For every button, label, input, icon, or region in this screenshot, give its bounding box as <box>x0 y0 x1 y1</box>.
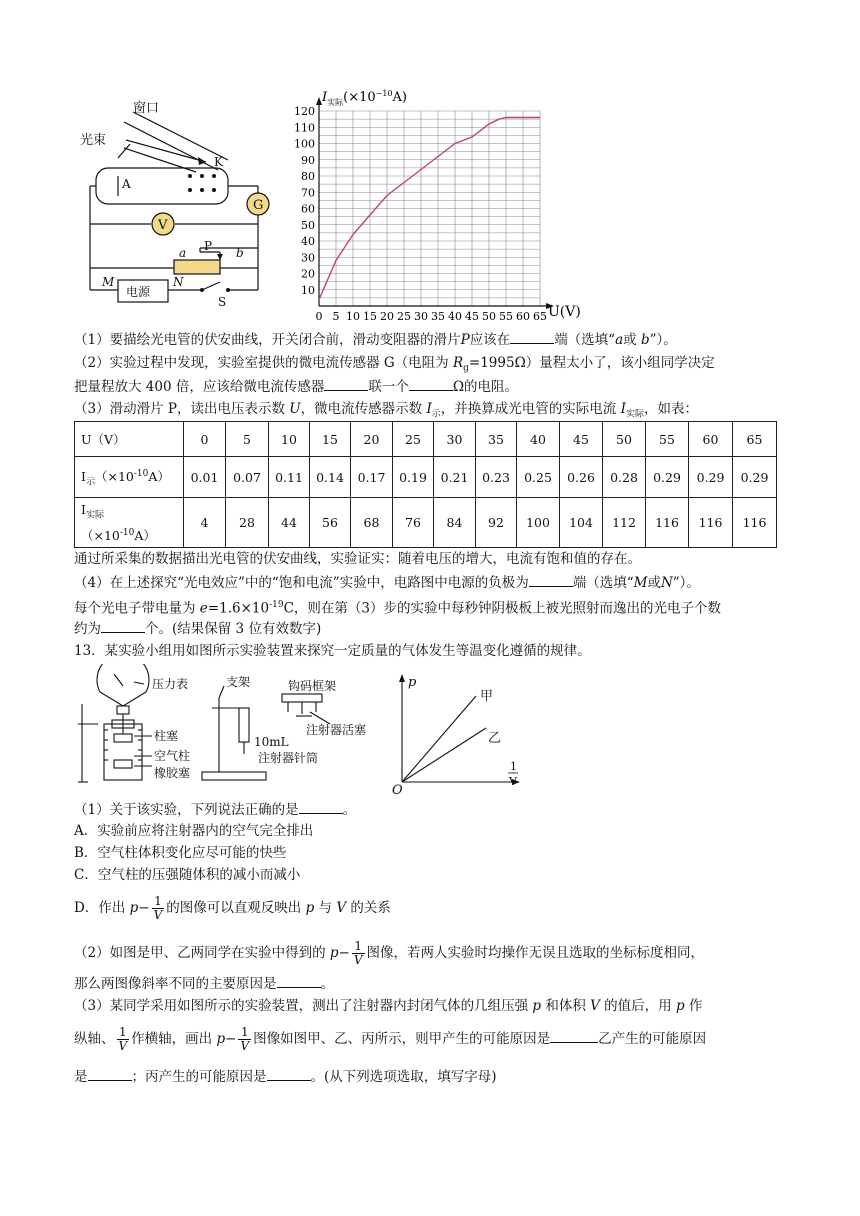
isothermal-apparatus-figure <box>74 664 394 794</box>
table-row <box>75 498 777 548</box>
q12-part4-cont: 每个光电子带电量为 $e=1.6\times 10^{-19}C$，则在第（3）步的实验中每秒钟阴极板上被光照射而逸出的光电子个数 <box>74 600 721 617</box>
y-tick-label: 30 <box>301 251 315 265</box>
label-jia: 甲 <box>480 689 494 704</box>
svg-text:I实际(×10−10A) <box>321 89 407 107</box>
x-tick-label: 50 <box>482 310 496 323</box>
axis-p: p <box>408 675 417 690</box>
q13-title: 13．某实验小组用如图所示实验装置来探究一定质量的气体发生等温变化遵循的规律。 <box>74 643 591 659</box>
table-header: $I_示(\times 10^{-10}A)$ <box>75 457 184 498</box>
q12-conclusion: 通过所采集的数据描出光电管的伏安曲线，实验证实：随着电压的增大，电流有饱和值的存在。 <box>74 551 641 567</box>
label-S: S <box>218 295 227 309</box>
table-cell: 116 <box>733 498 777 548</box>
label-10ml: 10mL <box>254 735 289 749</box>
table-cell: 0.29 <box>646 457 689 498</box>
table-cell: 112 <box>603 498 646 548</box>
p-inverse-v-graph <box>390 670 530 800</box>
data-table <box>74 421 777 548</box>
y-tick-label: 110 <box>294 121 315 135</box>
x-tick-label: 55 <box>499 310 513 323</box>
y-tick-label: 120 <box>294 105 315 118</box>
table-cell: 0.11 <box>269 457 310 498</box>
x-tick-label: 10 <box>346 310 360 323</box>
table-cell: 0.29 <box>733 457 777 498</box>
table-cell: 116 <box>689 498 733 548</box>
table-cell: 50 <box>603 422 646 457</box>
q12-part4: （4）在上述探究“光电效应”中的“饱和电流”实验中，电路图中电源的负极为 端（选填“M或N”）。 <box>74 572 700 593</box>
table-cell: 84 <box>434 498 476 548</box>
x-tick-label: 30 <box>414 310 428 323</box>
origin-O: O <box>392 783 403 798</box>
photoelectric-circuit-diagram <box>78 100 278 310</box>
label-power-source: 电源 <box>126 285 151 299</box>
table-cell: 0.29 <box>689 457 733 498</box>
label-G: G <box>253 198 264 213</box>
table-cell: 28 <box>226 498 269 548</box>
table-cell: 0.26 <box>560 457 603 498</box>
chart-ylabel-exp: −10 <box>375 89 393 98</box>
table-cell: 44 <box>269 498 310 548</box>
table-cell: 20 <box>351 422 393 457</box>
table-cell: 40 <box>517 422 560 457</box>
y-tick-label: 60 <box>301 202 315 216</box>
chart-xlabel: U(V) <box>548 304 581 320</box>
chart-ylabel-end: A) <box>392 90 408 105</box>
label-plunger: 柱塞 <box>154 729 179 743</box>
x-tick-label: 40 <box>448 310 462 323</box>
x-tick-label: 45 <box>465 310 479 323</box>
x-tick-label: 35 <box>431 310 445 323</box>
option-a: A．实验前应将注射器内的空气完全排出 <box>74 823 314 839</box>
table-cell: 60 <box>689 422 733 457</box>
chart-ylabel-main: I <box>322 90 328 105</box>
y-tick-label: 20 <box>301 267 315 281</box>
x-tick-label: 25 <box>397 310 411 323</box>
table-cell: 100 <box>517 498 560 548</box>
label-b: b <box>236 246 244 260</box>
y-tick-label: 40 <box>301 235 315 248</box>
q12-part1: （1）要描绘光电管的伏安曲线，开关闭合前，滑动变阻器的滑片P应该在 端（选填“a或 b”）。 <box>74 329 677 350</box>
x-tick-label: 20 <box>380 310 394 323</box>
x-tick-label: 5 <box>332 310 340 323</box>
table-cell: 65 <box>733 422 777 457</box>
answer-blank[interactable] <box>529 572 573 587</box>
table-cell: 56 <box>310 498 351 548</box>
x-tick-label: 65 <box>533 310 547 323</box>
q13-part3-end: 是 ；丙产生的可能原因是 。(从下列选项选取，填写字母) <box>74 1066 497 1087</box>
chart-ylabel-sub: 实际 <box>327 98 344 107</box>
table-row <box>75 457 777 498</box>
answer-blank[interactable] <box>101 618 145 633</box>
answer-blank[interactable] <box>267 1066 311 1081</box>
y-tick-label: 50 <box>301 218 315 232</box>
answer-blank[interactable] <box>550 1028 598 1043</box>
table-cell: 5 <box>226 422 269 457</box>
answer-blank[interactable] <box>299 799 343 814</box>
option-c: C．空气柱的压强随体积的减小而减小 <box>74 867 301 883</box>
table-cell: 0 <box>184 422 226 457</box>
chart-ylabel-unit: (×10 <box>343 90 376 105</box>
table-cell: 0.19 <box>393 457 434 498</box>
y-tick-label: 80 <box>301 170 315 183</box>
option-d: D．作出 p− $\frac{1}{V}$ 的图像可以直观反映出 p 与 V 的关系 <box>74 894 391 922</box>
table-cell: 25 <box>393 422 434 457</box>
line-yi <box>402 728 486 782</box>
answer-blank[interactable] <box>88 1066 132 1081</box>
q13-part3-cont: 纵轴、 $\frac{1}{V}$ 作横轴，画出 p− $\frac{1}{V}$ 图像如图甲、乙、丙所示，则甲产生的可能原因是 乙产生的可能原因 <box>74 1025 707 1053</box>
table-cell: 0.21 <box>434 457 476 498</box>
table-cell: 116 <box>646 498 689 548</box>
table-header: U（V） <box>75 422 184 457</box>
label-M: M <box>102 275 115 289</box>
answer-blank[interactable] <box>510 329 554 344</box>
table-header: $I_{实际}$ $(\times 10^{-10}A)$ <box>75 498 184 548</box>
label-K: K <box>214 155 223 169</box>
q13-part2-cont: 那么两图像斜率不同的主要原因是 。 <box>74 973 334 994</box>
table-cell: 0.28 <box>603 457 646 498</box>
label-gauge: 压力表 <box>152 677 189 691</box>
table-cell: 68 <box>351 498 393 548</box>
y-tick-label: 10 <box>301 283 315 297</box>
label-air-column: 空气柱 <box>154 749 191 763</box>
iu-characteristic-chart <box>288 84 588 330</box>
label-barrel: 注射器针筒 <box>258 751 319 765</box>
label-piston: 注射器活塞 <box>306 723 367 737</box>
axis-V: V <box>509 775 517 788</box>
q12-part2-cont: 把量程放大 400 倍，应该给微电流传感器 联一个 Ω的电阻。 <box>74 376 518 397</box>
x-tick-label: 15 <box>363 310 377 323</box>
label-hook-frame: 钩码框架 <box>288 679 337 693</box>
table-cell: 10 <box>269 422 310 457</box>
table-cell: 0.14 <box>310 457 351 498</box>
x-tick-label: 0 <box>315 310 323 323</box>
label-a: a <box>179 246 187 260</box>
q13-part1: （1）关于该实验，下列说法正确的是 。 <box>74 799 356 820</box>
q12-part4-end: 约为 个。(结果保留 3 位有效数字) <box>74 618 321 639</box>
label-stopper: 橡胶塞 <box>154 766 191 780</box>
q12-part3: （3）滑动滑片 P，读出电压表示数 U，微电流传感器示数 $I_示$，并换算成光电管的实际电流 $I_{实际}$，如表： <box>74 401 698 420</box>
table-cell: 55 <box>646 422 689 457</box>
y-tick-label: 70 <box>301 186 315 200</box>
answer-blank[interactable] <box>409 376 453 391</box>
option-b: B．空气柱体积变化应尽可能的快些 <box>74 845 287 861</box>
label-A: A <box>122 177 131 191</box>
table-row <box>75 422 777 457</box>
table-cell: 45 <box>560 422 603 457</box>
table-cell: 0.01 <box>184 457 226 498</box>
table-cell: 0.17 <box>351 457 393 498</box>
y-tick-label: 100 <box>294 137 315 151</box>
table-cell: 35 <box>476 422 517 457</box>
label-N: N <box>173 275 184 289</box>
label-V: V <box>158 218 168 233</box>
q13-part3: （3）某同学采用如图所示的实验装置，测出了注射器内封闭气体的几组压强 p 和体积 V 的值后，用 p 作 <box>74 998 703 1014</box>
table-cell: 0.25 <box>517 457 560 498</box>
q12-part2: （2）实验过程中发现，实验室提供的微电流传感器 G（电阻为 $R_g=1995\Omega$）量程太小了，该小组同学决定 <box>74 355 715 374</box>
x-tick-label: 60 <box>516 310 530 323</box>
line-jia <box>402 696 476 782</box>
label-yi: 乙 <box>488 731 502 746</box>
q13-part2: （2）如图是甲、乙两同学在实验中得到的 p− $\frac{1}{V}$ 图像，若两人实验时均操作无误且选取的坐标标度相同， <box>74 939 705 967</box>
table-cell: 104 <box>560 498 603 548</box>
answer-blank[interactable] <box>324 376 368 391</box>
table-cell: 76 <box>393 498 434 548</box>
table-cell: 15 <box>310 422 351 457</box>
table-cell: 0.23 <box>476 457 517 498</box>
axis-one: 1 <box>510 760 517 773</box>
table-cell: 0.07 <box>226 457 269 498</box>
label-stand: 支架 <box>226 675 251 689</box>
table-cell: 30 <box>434 422 476 457</box>
label-window: 窗口 <box>133 101 160 116</box>
answer-blank[interactable] <box>277 973 321 988</box>
table-cell: 92 <box>476 498 517 548</box>
label-beam: 光束 <box>80 133 107 148</box>
table-cell: 4 <box>184 498 226 548</box>
label-P: P <box>204 239 213 253</box>
y-tick-label: 90 <box>301 153 315 167</box>
